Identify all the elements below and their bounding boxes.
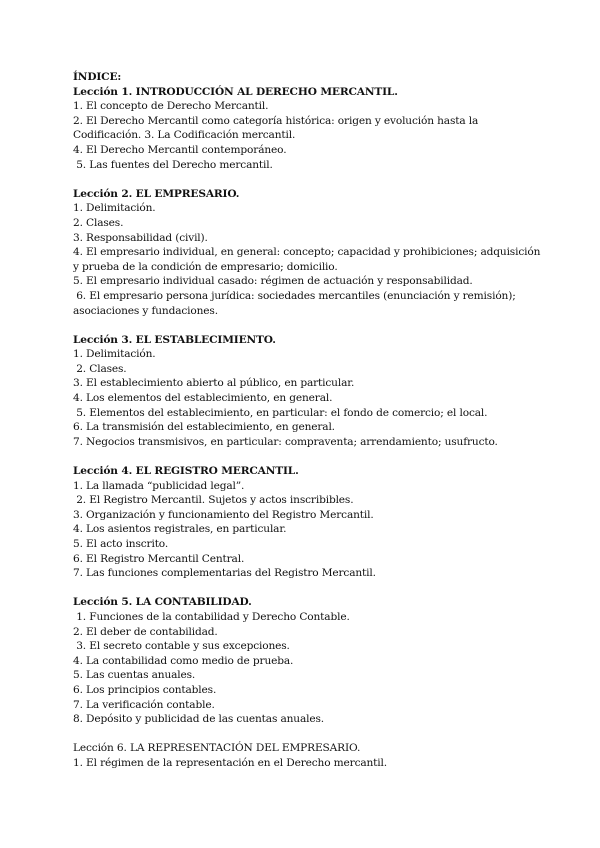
lesson-item: 2. Clases. (73, 216, 124, 229)
lesson-item: 6. El Registro Mercantil Central. (73, 552, 245, 565)
lesson-item: 4. Los asientos registrales, en particular. (73, 523, 287, 536)
lesson-item: 5. Elementos del establecimiento, en particular: el fondo de comercio; el local. (73, 406, 488, 419)
lesson-item: 1. Funciones de la contabilidad y Derecho Contable. (73, 610, 350, 623)
lesson-section (73, 333, 543, 450)
lesson-item: 2. Clases. (73, 362, 127, 375)
lesson-item: 7. La verificación contable. (73, 698, 215, 711)
lesson-item: 4. La contabilidad como medio de prueba. (73, 654, 294, 667)
lesson-item: 4. El empresario individual, en general: concepto; capacidad y prohibiciones; adquisición y prueba de la condición de empresario; domicilio. (73, 246, 544, 273)
lesson-item: 5. El acto inscrito. (73, 538, 169, 550)
lesson-item: 5. El empresario individual casado: régimen de actuación y responsabilidad. (73, 275, 473, 288)
lesson-item: 4. Los elementos del establecimiento, en general. (73, 392, 333, 405)
lesson-title: Lección 6. LA REPRESENTACIÓN DEL EMPRESARIO. (73, 742, 361, 755)
lesson-section (73, 595, 543, 726)
lesson-item: 5. Las cuentas anuales. (73, 669, 196, 682)
lesson-item: 2. El deber de contabilidad. (73, 625, 218, 638)
lesson-list (73, 85, 543, 771)
lesson-item: 5. Las fuentes del Derecho mercantil. (73, 158, 273, 171)
lesson-item: 2. El Registro Mercantil. Sujetos y actos inscribibles. (73, 494, 354, 507)
lesson-item: 3. Organización y funcionamiento del Registro Mercantil. (73, 508, 374, 521)
lesson-item: 1. Delimitación. (73, 202, 156, 215)
lesson-item: 8. Depósito y publicidad de las cuentas anuales. (73, 713, 324, 726)
lesson-item: 1. La llamada “publicidad legal”. (73, 479, 245, 492)
lesson-title: Lección 5. LA CONTABILIDAD. (73, 596, 252, 609)
lesson-item: 1. Delimitación. (73, 348, 156, 361)
lesson-item: 3. El establecimiento abierto al público, en particular. (73, 377, 355, 390)
lesson-title: Lección 4. EL REGISTRO MERCANTIL. (73, 465, 299, 478)
lesson-item: 6. El empresario persona jurídica: sociedades mercantiles (enunciación y remisión); asociaciones y fundaciones. (73, 289, 519, 317)
lesson-item: 7. Las funciones complementarias del Registro Mercantil. (73, 567, 376, 580)
lesson-item: 2. El Derecho Mercantil como categoría histórica: origen y evolución hasta la Codificación. 3. La Codificación mercantil. (73, 114, 482, 142)
lesson-item: 6. La transmisión del establecimiento, en general. (73, 421, 335, 434)
lesson-item: 1. El concepto de Derecho Mercantil. (73, 100, 269, 113)
lesson-item: 3. Responsabilidad (civil). (73, 231, 208, 244)
lesson-item: 3. El secreto contable y sus excepciones. (73, 640, 290, 653)
lesson-item: 6. Los principios contables. (73, 683, 217, 696)
document-page (73, 70, 543, 785)
lesson-item: 7. Negocios transmisivos, en particular: compraventa; arrendamiento; usufructo. (73, 435, 498, 448)
lesson-section (73, 85, 543, 173)
lesson-item: 1. El régimen de la representación en el Derecho mercantil. (73, 756, 387, 769)
lesson-section (73, 464, 543, 581)
lesson-section (73, 187, 543, 318)
lesson-section (73, 741, 543, 770)
lesson-title: Lección 1. INTRODUCCIÓN AL DERECHO MERCANTIL. (73, 85, 398, 98)
lesson-item: 4. El Derecho Mercantil contemporáneo. (73, 143, 287, 156)
lesson-title: Lección 2. EL EMPRESARIO. (73, 187, 240, 200)
lesson-title: Lección 3. EL ESTABLECIMIENTO. (73, 333, 276, 346)
index-title: ÍNDICE: (73, 71, 122, 83)
